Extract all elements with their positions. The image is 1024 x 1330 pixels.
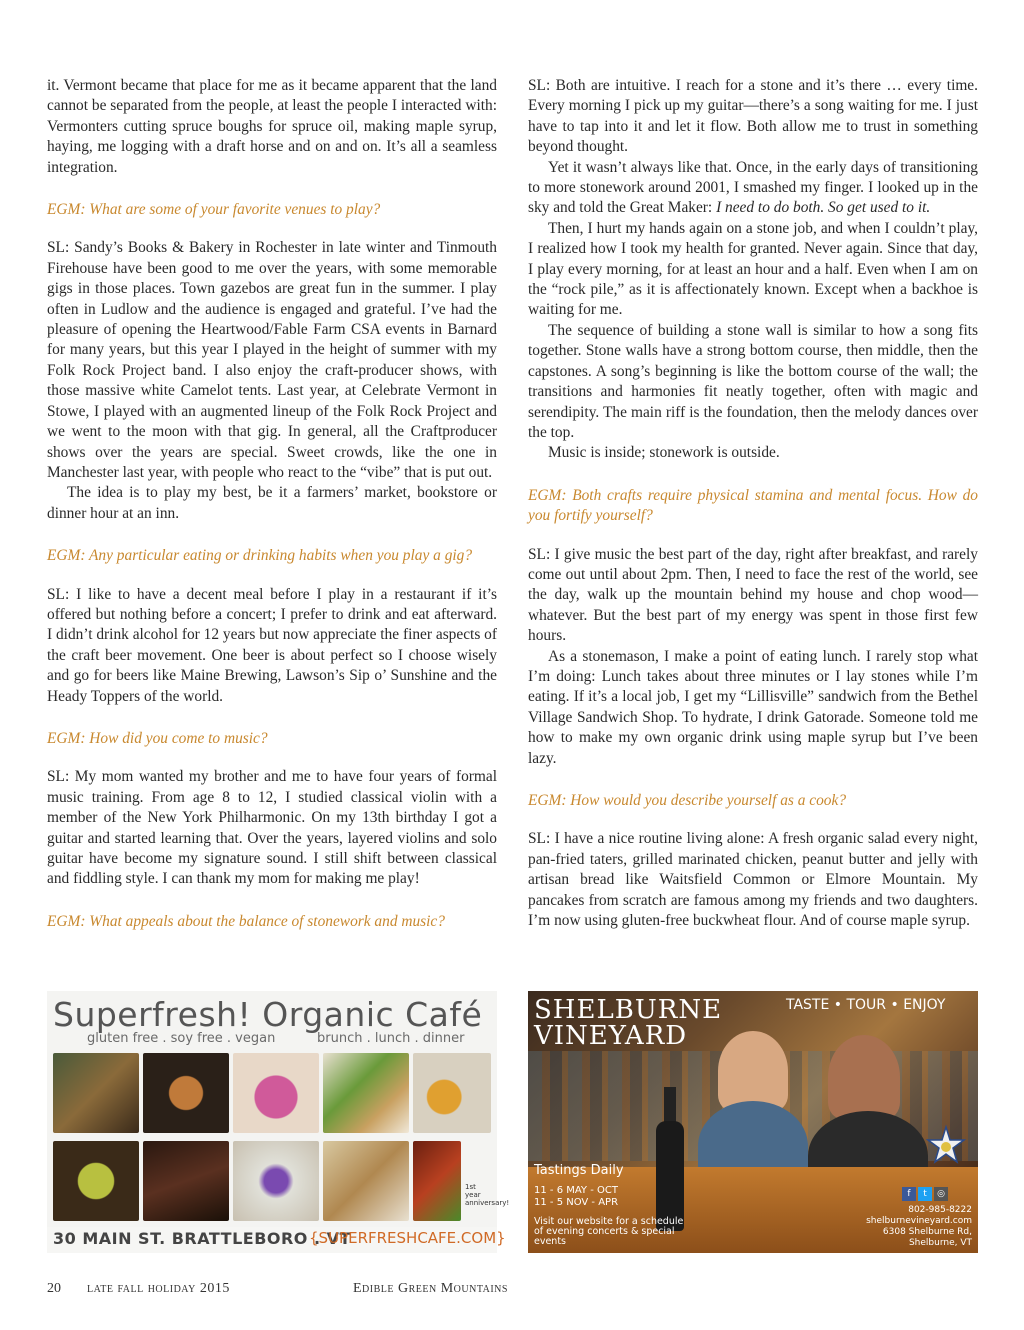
- issue-label: late fall holiday 2015: [87, 1281, 230, 1296]
- interview-question: EGM: Both crafts require physical stamina and mental focus. How do you fortify yourself?: [528, 486, 978, 525]
- twitter-icon[interactable]: t: [918, 1187, 932, 1201]
- instagram-icon[interactable]: ◎: [934, 1187, 948, 1201]
- food-photo: [53, 1053, 139, 1133]
- right-column: [528, 76, 978, 931]
- person-photo: [828, 1035, 900, 1119]
- interview-question: EGM: What are some of your favorite venues to play?: [47, 201, 381, 219]
- paragraph: Music is inside; stonework is outside.: [548, 444, 780, 462]
- interview-question: EGM: How would you describe yourself as a cook?: [528, 792, 847, 809]
- superfresh-cafe-ad[interactable]: [47, 991, 510, 1253]
- events-note: Visit our website for a schedule of evening concerts & special events: [534, 1216, 684, 1247]
- left-column: [47, 76, 497, 950]
- cafe-ad-meals-line: brunch . lunch . dinner: [317, 1031, 465, 1046]
- food-photo: [143, 1053, 229, 1133]
- facebook-icon[interactable]: f: [902, 1187, 916, 1201]
- shelburne-vineyard-ad[interactable]: [528, 991, 978, 1253]
- magazine-name: Edible Green Mountains: [353, 1281, 508, 1296]
- paragraph: SL: I like to have a decent meal before I play in a restaurant if it’s offered but nothing before a concert; I prefer to drink and eat afterward. I didn’t drink alcohol for 12 years but now appreciate the finer aspects of the craft beer movement. One beer is about perfect so I choose wisely and go for beers like Maine Brewing, Lawson’s Sip o’ Sunshine and the Heady Toppers of the world.: [47, 585, 497, 705]
- paragraph: The idea is to play my best, be it a farmers’ market, bookstore or dinner hour at an inn.: [47, 484, 497, 522]
- cafe-ad-diet-line: gluten free . soy free . vegan: [87, 1031, 276, 1046]
- page-number: 20: [47, 1281, 61, 1296]
- paragraph: SL: I have a nice routine living alone: A fresh organic salad every night, pan-fried taters, grilled marinated chicken, peanut butter and jelly with artisan bread like Waitsfield Common or Elmore Mountain. My pancakes from scratch are famous among my friends and two daughters. I’m now using gluten-free buckwheat flour. And of course maple syrup.: [528, 830, 978, 930]
- cafe-address: 30 MAIN ST. BRATTLEBORO . VT: [53, 1229, 351, 1248]
- paragraph: it. Vermont became that place for me as it became apparent that the land cannot be separated from the people, at least the people I interacted with: Vermonters cutting spruce boughs for spruce oil, making maple syrup, haying, me logging with a draft horse and on and on. It’s all a seamless integration.: [47, 77, 497, 176]
- paragraph: SL: My mom wanted my brother and me to have four years of formal music training. From age 8 to 12, I studied classical violin with a member of the New York Philharmonic. On my 13th birthday I got a guitar and started learning that. Over the years, layered violins and solo guitar have become my signature sound. I still shift between classical and fiddling style. I can thank my mom for making me play!: [47, 768, 497, 888]
- paragraph: As a stonemason, I make a point of eating lunch. I rarely stop what I’m doing: Lunch takes about three minutes or I lay stones while I’m eating. If it’s a local job, I get my “Lillisville” sandwich from the Bethel Village Sandwich Shop. To hydrate, I drink Gatorade. Someone told me how to make my own organic drink using maple syrup but I’ve been lazy.: [528, 647, 978, 767]
- paragraph: SL: Sandy’s Books & Bakery in Rochester in late winter and Tinmouth Firehouse have been good to me over the years, with some memorable gigs in those places. Town gazebos are great fun in the summer. I play often in Ludlow and the audience is engaged and grateful. I’ve had the pleasure of opening the Heartwood/Fable Farm CSA events in Barnard for many years, but this year I played in the height of summer with my Folk Rock Project band. I also enjoy the craft-producer shows, with those massive white Camelot tents. Last year, at Celebrate Vermont in Stowe, I played with an augmented lineup of the Folk Rock Project and we went to the moon with that gig. In general, all the Craftproducer shows over the years are special. Sweet crowds, like the one in Manchester last year, with people who react to the “vibe” that is put out.: [47, 239, 497, 481]
- vineyard-website-link[interactable]: shelburnevineyard.com: [866, 1216, 972, 1226]
- vineyard-star-logo-icon: [926, 1125, 966, 1165]
- person-photo: [718, 1031, 788, 1111]
- food-photo: [233, 1141, 319, 1221]
- social-icons: [902, 1181, 950, 1201]
- vineyard-tagline: TASTE • TOUR • ENJOY: [786, 997, 946, 1013]
- anniversary-note: 1st year anniversary!: [465, 1183, 510, 1207]
- interview-question: EGM: What appeals about the balance of stonework and music?: [47, 912, 445, 930]
- vineyard-phone: 802-985-8222: [908, 1205, 972, 1215]
- cafe-website-link[interactable]: {SUPERFRESHCAFE.COM}: [309, 1229, 506, 1247]
- food-photo: [233, 1053, 319, 1133]
- vineyard-name-line1: SHELBURNE: [534, 995, 723, 1025]
- vineyard-city: Shelburne, VT: [908, 1238, 972, 1248]
- food-photo: [413, 1141, 461, 1221]
- cafe-ad-title: Superfresh! Organic Café: [53, 995, 483, 1034]
- interview-question: EGM: Any particular eating or drinking habits when you play a gig?: [47, 547, 473, 565]
- emphasis-text: I need to do both. So get used to it.: [716, 199, 931, 217]
- wine-bottle-icon: [656, 1121, 684, 1231]
- paragraph: Then, I hurt my hands again on a stone job, and when I couldn’t play, I realized how I took my health for granted. Never again. Since that day, I play every morning, for at least an hour and a half. Even when I am on the “rock pile,” as it is affectionately known. Except when a backhoe is waiting for me.: [528, 219, 978, 319]
- paragraph: The sequence of building a stone wall is similar to how a song fits together. Stone walls have a strong bottom course, then middle, then the capstones. A song’s beginning is like the bottom course of the wall; the transitions and harmonies fit neatly together, often with magic and serendipity. The main riff is the foundation, then the melody dances over the top.: [528, 321, 978, 441]
- paragraph: [528, 158, 978, 219]
- vineyard-name-line2: VINEYARD: [534, 1021, 688, 1051]
- vineyard-street: 6308 Shelburne Rd,: [882, 1227, 972, 1237]
- tasting-hours: 11 - 6 MAY - OCT: [534, 1185, 618, 1196]
- food-photo: [323, 1053, 409, 1133]
- vineyard-contact: [866, 1205, 972, 1249]
- food-photo: [413, 1053, 491, 1133]
- food-photo: [323, 1141, 409, 1221]
- interview-question: EGM: How did you come to music?: [47, 729, 268, 747]
- paragraph-text: Yet it wasn’t always like that. Once, in the early days of transitioning to more stonework around 2001, I smashed my finger. I looked up in the sky and told the Great Maker:: [528, 158, 978, 217]
- paragraph: SL: I give music the best part of the day, right after breakfast, and rarely come out until about 2pm. Then, I need to face the rest of the world, see the day, walk up the mountain behind my house and chop wood—whatever. But the best part of my energy was spent in those first few hours.: [528, 545, 978, 645]
- food-photo: [53, 1141, 139, 1221]
- food-photo: [143, 1141, 229, 1221]
- tastings-heading: Tastings Daily: [534, 1163, 624, 1178]
- paragraph: SL: Both are intuitive. I reach for a stone and it’s there … every time. Every morning I pick up my guitar—there’s a song waiting for me. I just have to tap into it and let it flow. Both allow me to trust in something beyond thought.: [528, 77, 978, 156]
- tasting-hours: 11 - 5 NOV - APR: [534, 1197, 619, 1208]
